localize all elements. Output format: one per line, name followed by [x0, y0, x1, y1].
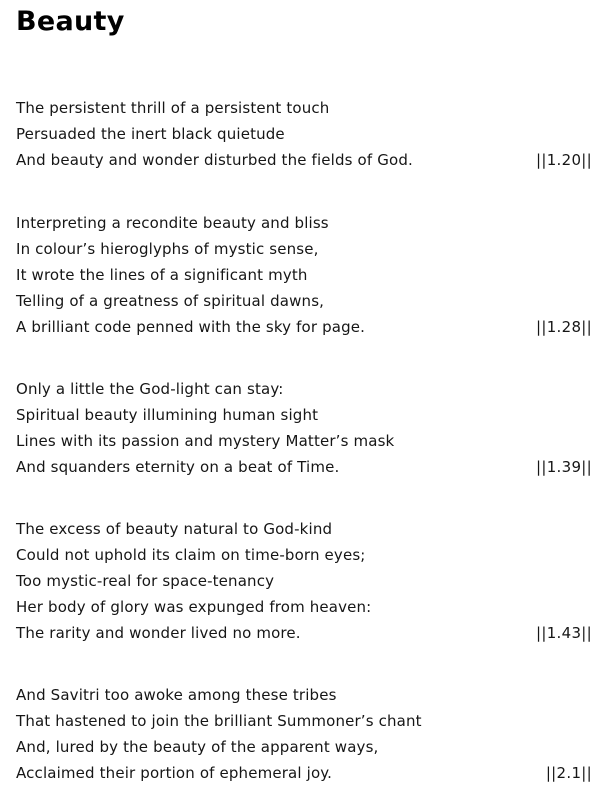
verse-line: In colour’s hieroglyphs of mystic sense, — [16, 240, 319, 258]
verse-line: It wrote the lines of a significant myth — [16, 266, 308, 284]
page-title: Beauty — [16, 6, 125, 37]
verse-line: The excess of beauty natural to God-kind — [16, 520, 333, 538]
verse-line: The persistent thrill of a persistent touch — [16, 99, 330, 117]
verse-line — [16, 620, 592, 646]
verse-line: Lines with its passion and mystery Matter’s mask — [16, 432, 395, 450]
stanza — [16, 210, 592, 340]
verse-line: Persuaded the inert black quietude — [16, 125, 285, 143]
verse-line — [16, 454, 592, 480]
verse-reference: ||1.28|| — [535, 318, 592, 336]
verse-line — [16, 314, 592, 340]
verse-line: Spiritual beauty illumining human sight — [16, 406, 319, 424]
stanza — [16, 376, 592, 480]
stanza — [16, 516, 592, 646]
verse-line — [16, 147, 592, 173]
verse-reference: ||1.20|| — [535, 151, 592, 169]
verse-line-text: The rarity and wonder lived no more. — [16, 624, 301, 642]
stanza — [16, 95, 592, 173]
verse-reference: ||1.43|| — [535, 624, 592, 642]
verse-line: Could not uphold its claim on time-born eyes; — [16, 546, 366, 564]
verse-line: Interpreting a recondite beauty and bliss — [16, 214, 329, 232]
verse-line: Her body of glory was expunged from heaven: — [16, 598, 372, 616]
verse-reference: ||2.1|| — [545, 764, 592, 782]
verse-line-text: And beauty and wonder disturbed the fields of God. — [16, 151, 413, 169]
verse-line: And, lured by the beauty of the apparent ways, — [16, 738, 379, 756]
verse-reference: ||1.39|| — [535, 458, 592, 476]
verse-line-text: A brilliant code penned with the sky for page. — [16, 318, 366, 336]
verse-line: And Savitri too awoke among these tribes — [16, 686, 337, 704]
verse-line-text: And squanders eternity on a beat of Time. — [16, 458, 340, 476]
verse-line: That hastened to join the brilliant Summoner’s chant — [16, 712, 422, 730]
verse-line: Telling of a greatness of spiritual dawns, — [16, 292, 325, 310]
verse-line: Too mystic-real for space-tenancy — [16, 572, 275, 590]
verse-line: Only a little the God-light can stay: — [16, 380, 284, 398]
verse-line-text: Acclaimed their portion of ephemeral joy. — [16, 764, 333, 782]
stanza — [16, 682, 592, 786]
verse-line — [16, 760, 592, 786]
